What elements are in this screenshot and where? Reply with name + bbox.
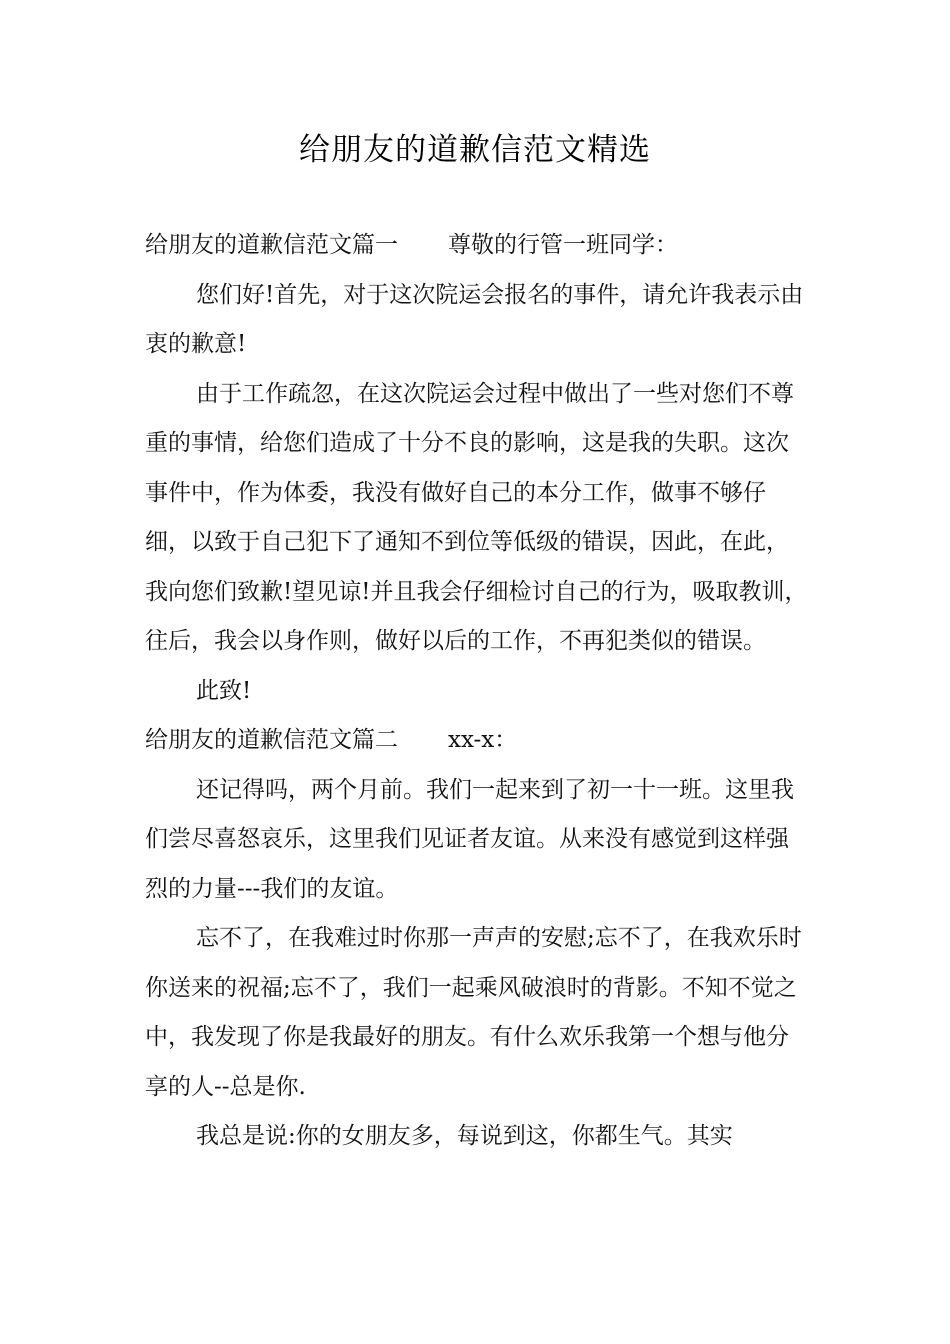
section-1-heading: 给朋友的道歉信范文篇一 [145, 232, 398, 258]
section-1-heading-line [145, 221, 810, 271]
section-2-heading: 给朋友的道歉信范文篇二 [145, 727, 398, 753]
section-1-paragraph: 您们好!首先，对于这次院运会报名的事件，请允许我表示由衷的歉意! [145, 281, 804, 357]
section-1-salutation: 尊敬的行管一班同学： [448, 232, 678, 258]
document-title: 给朋友的道歉信范文精选 [299, 132, 651, 168]
section-2-heading-line [145, 716, 810, 766]
section-1-paragraph: 由于工作疏忽，在这次院运会过程中做出了一些对您们不尊重的事情，给您们造成了十分不良的影响，这是我的失职。这次事件中，作为体委，我没有做好自己的本分工作，做事不够仔细，以致于自己犯下了通知不到位等低级的错误，因此，在此，我向您们致歉!望见谅!并且我会仔细检讨自己的行为，吸取教训，往后，我会以身作则，做好以后的工作，不再犯类似的错误。 [145, 380, 808, 654]
section-2-paragraph: 我总是说:你的女朋友多，每说到这，你都生气。其实 [196, 1123, 733, 1149]
document-body [145, 221, 810, 1162]
section-2-salutation: xx-x： [448, 727, 518, 753]
section-2-paragraph: 忘不了，在我难过时你那一声声的安慰;忘不了，在我欢乐时你送来的祝福;忘不了，我们一起乘风破浪时的背影。不知不觉之中，我发现了你是我最好的朋友。有什么欢乐我第一个想与他分享的人--总是你. [145, 925, 802, 1100]
section-2-paragraph: 还记得吗，两个月前。我们一起来到了初一十一班。这里我们尝尽喜怒哀乐，这里我们见证者友谊。从来没有感觉到这样强烈的力量---我们的友谊。 [145, 776, 794, 902]
section-1-closing: 此致! [196, 677, 252, 704]
